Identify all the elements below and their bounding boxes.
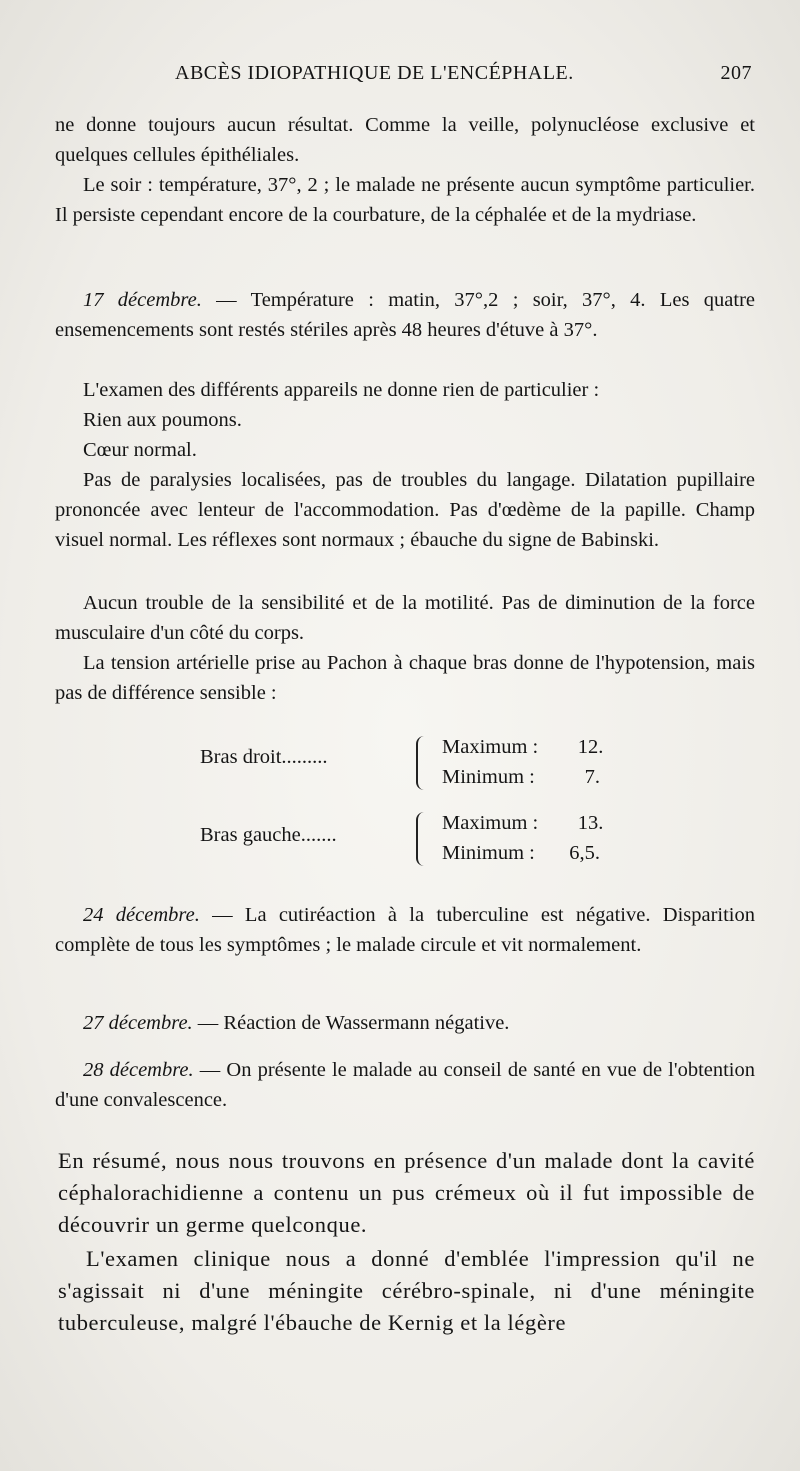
paragraph-tension: La tension artérielle prise au Pachon à chaque bras donne de l'hypotension, mais pas de différence sensible : <box>55 652 755 704</box>
max-right-value: 12. <box>577 736 604 758</box>
min-right-value: 7. <box>584 766 600 788</box>
max-right-row <box>442 732 603 762</box>
paragraph-coeur: Cœur normal. <box>83 439 197 461</box>
arm-right-label: Bras droit......... <box>200 746 328 768</box>
min-left-label: Minimum : <box>442 842 535 864</box>
values-left <box>442 808 603 868</box>
paragraph-17-december <box>55 285 755 345</box>
brace-right <box>416 736 428 790</box>
paragraph-poumons: Rien aux poumons. <box>83 409 242 431</box>
paragraph-17-december-text: — Température : matin, 37°,2 ; soir, 37°, 4. Les quatre ensemencements sont restés stériles après 48 heures d'étuve à 37°. <box>55 289 755 341</box>
max-right-label: Maximum : <box>442 736 539 758</box>
max-left-row <box>442 808 603 838</box>
paragraph-examen: L'examen des différents appareils ne donne rien de particulier : <box>83 379 600 401</box>
paragraph-24-december-text: — La cutiréaction à la tuberculine est négative. Disparition complète de tous les symptômes ; le malade circule et vit normalement. <box>55 904 755 956</box>
paragraph-paralysies: Pas de paralysies localisées, pas de troubles du langage. Dilatation pupillaire prononcée avec lenteur de l'accommodation. Pas d'œdème de la papille. Champ visuel normal. Les réflexes sont normaux ; ébauche du signe de Babinski. <box>55 469 755 551</box>
brace-left <box>416 812 428 866</box>
date-24-december: 24 décembre. <box>83 904 200 926</box>
max-left-label: Maximum : <box>442 812 539 834</box>
paragraph-28-december <box>55 1055 755 1115</box>
paragraph-2: Le soir : température, 37°, 2 ; le malade ne présente aucun symptôme particulier. Il persiste cependant encore de la courbature, de la céphalée et de la mydriase. <box>55 174 755 226</box>
min-left-row <box>442 838 603 868</box>
date-17-december: 17 décembre. <box>83 289 202 311</box>
min-right-row <box>442 762 603 792</box>
max-left-value: 13. <box>577 812 604 834</box>
date-28-december: 28 décembre. <box>83 1059 194 1081</box>
date-27-december: 27 décembre. <box>83 1012 193 1034</box>
min-right-label: Minimum : <box>442 766 535 788</box>
paragraph-1: ne donne toujours aucun résultat. Comme la veille, polynucléose exclusive et quelques cellules épithéliales. <box>55 114 755 166</box>
running-title: ABCÈS IDIOPATHIQUE DE L'ENCÉPHALE. <box>175 62 574 84</box>
paragraph-27-december-text: — Réaction de Wassermann négative. <box>192 1012 510 1034</box>
arm-left-label: Bras gauche....... <box>200 824 337 846</box>
values-right <box>442 732 603 792</box>
paragraph-sensibilite: Aucun trouble de la sensibilité et de la motilité. Pas de diminution de la force musculaire d'un côté du corps. <box>55 592 755 644</box>
paragraph-resume: En résumé, nous nous trouvons en présence d'un malade dont la cavité céphalorachidienne a contenu un pus crémeux où il fut impossible de découvrir un germe quelconque. <box>58 1148 755 1237</box>
paragraph-24-december <box>55 900 755 960</box>
paragraph-28-december-text: — On présente le malade au conseil de santé en vue de l'obtention d'une convalescence. <box>55 1059 756 1111</box>
min-left-value: 6,5. <box>569 842 600 864</box>
paragraph-27-december <box>55 1008 755 1038</box>
page-number: 207 <box>720 62 752 84</box>
paragraph-examen-clinique: L'examen clinique nous a donné d'emblée l'impression qu'il ne s'agissait ni d'une méningite cérébro-spinale, ni d'une méningite tuberculeuse, malgré l'ébauche de Kernig et la légère <box>58 1246 755 1335</box>
